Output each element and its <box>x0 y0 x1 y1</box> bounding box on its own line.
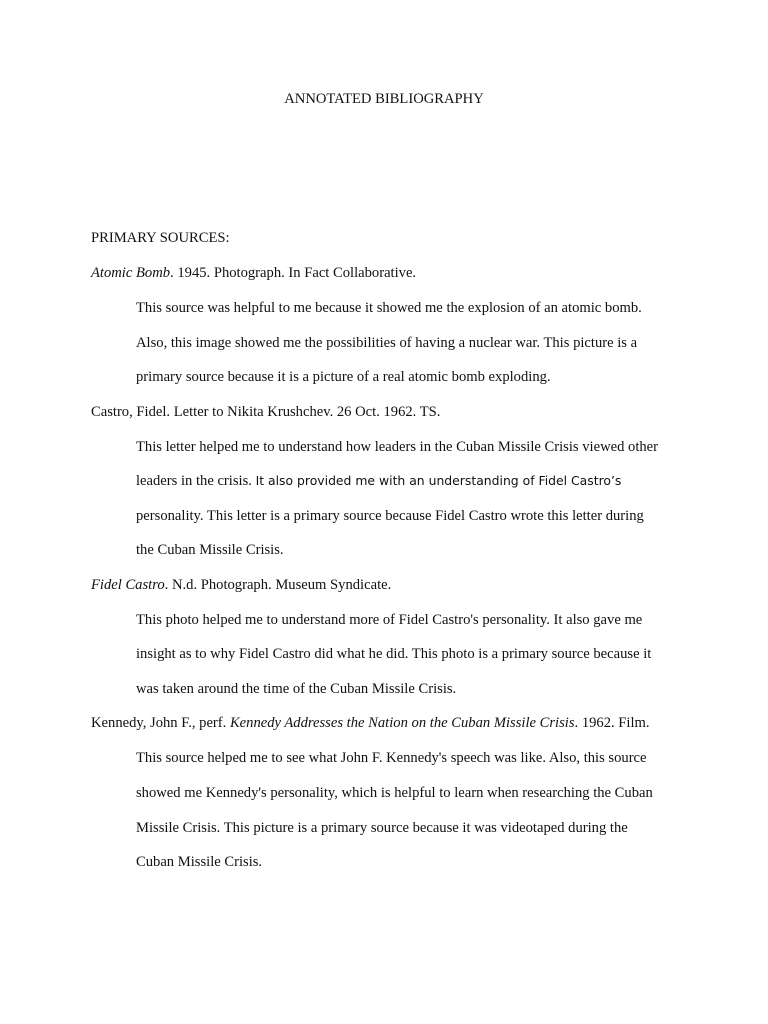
annotation-line: personality. This letter is a primary source because Fidel Castro wrote this letter during <box>136 508 644 524</box>
annotation-line: This letter helped me to understand how leaders in the Cuban Missile Crisis viewed other <box>136 439 659 455</box>
annotation-line: Cuban Missile Crisis. <box>136 854 263 870</box>
document-title: ANNOTATED BIBLIOGRAPHY <box>284 91 484 107</box>
annotation-line <box>136 472 621 490</box>
annotation-line: was taken around the time of the Cuban Missile Crisis. <box>136 681 457 697</box>
citation-details: . 1945. Photograph. In Fact Collaborative. <box>170 265 417 281</box>
annotation-line: primary source because it is a picture of a real atomic bomb exploding. <box>136 369 551 385</box>
citation-castro-letter: Castro, Fidel. Letter to Nikita Krushchev. 26 Oct. 1962. TS. <box>91 404 441 420</box>
section-heading: PRIMARY SOURCES: <box>91 230 230 246</box>
citation-title: Fidel Castro <box>91 577 165 593</box>
citation-fidel-castro-photo <box>91 576 391 594</box>
annotation-line: insight as to why Fidel Castro did what he did. This photo is a primary source because it <box>136 646 652 662</box>
annotation-line: Missile Crisis. This picture is a primary source because it was videotaped during the <box>136 820 628 836</box>
citation-kennedy-film <box>91 714 650 732</box>
citation-atomic-bomb <box>91 264 416 282</box>
annotation-fragment: leaders in the crisis. <box>136 473 256 489</box>
annotation-line: Also, this image showed me the possibilities of having a nuclear war. This picture is a <box>136 335 638 351</box>
citation-title: Kennedy Addresses the Nation on the Cuban Missile Crisis <box>229 715 575 731</box>
annotation-line: This source helped me to see what John F. Kennedy's speech was like. Also, this source <box>136 750 647 766</box>
citation-title: Atomic Bomb <box>91 265 171 281</box>
annotation-fragment: It also provided me with an understanding of Fidel Castro’s <box>255 473 622 488</box>
annotation-line: This photo helped me to understand more of Fidel Castro's personality. It also gave me <box>136 612 643 628</box>
citation-author: Kennedy, John F., perf. <box>91 715 230 731</box>
annotation-line: This source was helpful to me because it showed me the explosion of an atomic bomb. <box>136 300 642 316</box>
citation-details: . N.d. Photograph. Museum Syndicate. <box>164 577 392 593</box>
annotation-line: the Cuban Missile Crisis. <box>136 542 284 558</box>
citation-details: . 1962. Film. <box>574 715 650 731</box>
annotation-line: showed me Kennedy's personality, which is helpful to learn when researching the Cuban <box>136 785 653 801</box>
